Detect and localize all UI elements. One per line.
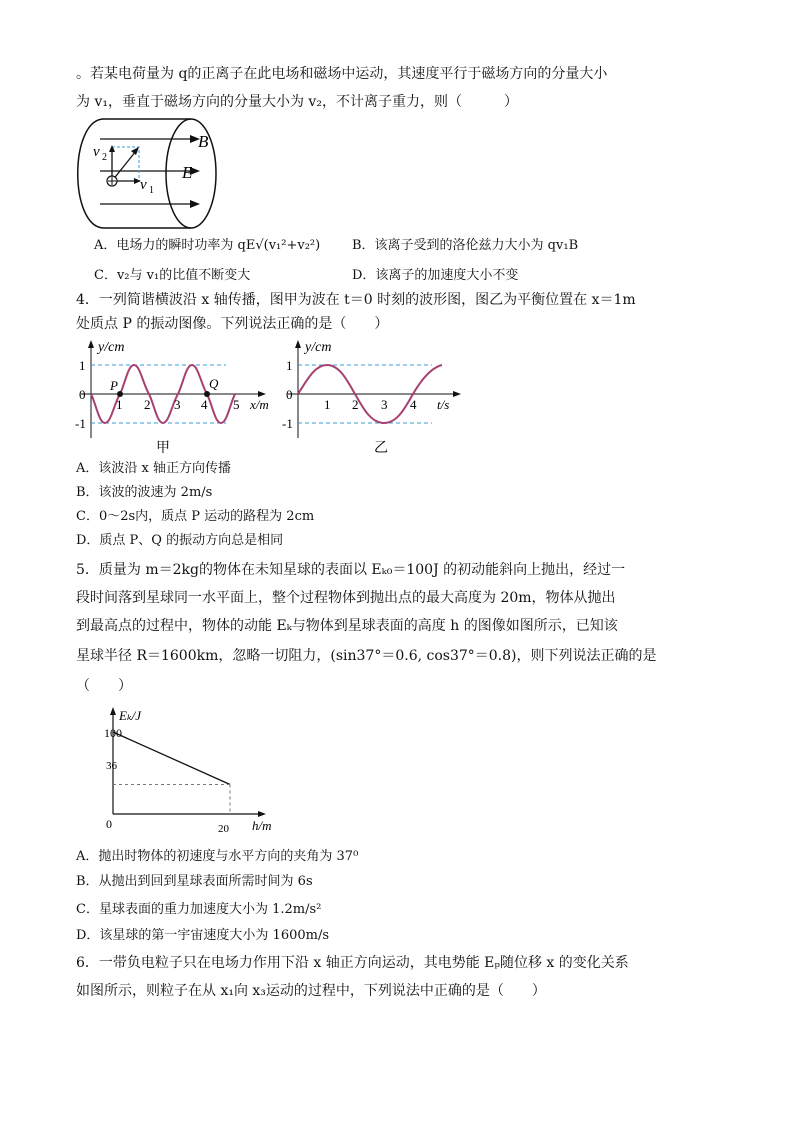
q4-option-a: A．该波沿 x 轴正方向传播 (76, 461, 231, 476)
q4-option-d: D．质点 P、Q 的振动方向总是相同 (76, 533, 284, 548)
q5-text-line-5: （ ） (76, 678, 132, 694)
jia-xtick-3: 3 (174, 397, 181, 412)
jia-xlabel: x/m (250, 397, 269, 412)
yi-caption: 乙 (374, 441, 388, 456)
yi-xlabel: t/s (437, 397, 450, 412)
yi-ylabel: y/cm (305, 340, 332, 355)
jia-ylabel: y/cm (98, 340, 125, 355)
v1-label: v (140, 177, 147, 193)
q5-option-a: A．抛出时物体的初速度与水平方向的夹角为 37⁰ (76, 849, 359, 864)
q4-wave-graph-jia (76, 338, 291, 456)
q3-option-c: C．v₂与 v₁的比值不断变大 (94, 268, 251, 283)
q5-xlabel: h/m (252, 818, 272, 833)
jia-ytick-0: 0 (79, 387, 86, 402)
q5-ylabel: Eₖ/J (119, 708, 142, 723)
jia-xtick-1: 1 (116, 397, 123, 412)
yi-ytick-0: 0 (286, 387, 293, 402)
q5-text-line-1: 5．质量为 m＝2kg的物体在未知星球的表面以 Eₖ₀＝100J 的初动能斜向上抛出，经过一 (76, 562, 626, 578)
q3-option-d: D．该离子的加速度大小不变 (352, 268, 519, 283)
jia-ytick-1: 1 (79, 358, 86, 373)
q4-option-b: B．该波的波速为 2m/s (76, 485, 213, 500)
q5-origin: 0 (106, 817, 112, 831)
jia-ytick-neg1: -1 (75, 416, 86, 431)
q5-ytick-36: 36 (106, 760, 117, 772)
q4-option-c: C．0～2s内，质点 P 运动的路程为 2cm (76, 509, 315, 524)
yi-xtick-2: 2 (352, 397, 359, 412)
q5-text-line-4: 星球半径 R＝1600km，忽略一切阻力，(sin37°＝0.6, cos37°＝0.8)，则下列说法正确的是 (76, 648, 657, 664)
yi-xtick-1: 1 (324, 397, 331, 412)
q5-option-b: B．从抛出到回到星球表面所需时间为 6s (76, 874, 313, 889)
q5-ytick-100: 100 (104, 726, 122, 740)
jia-xtick-5: 5 (233, 397, 240, 412)
v2-subscript: 2 (102, 152, 107, 163)
v2-label: v (93, 144, 100, 160)
q5-option-c: C．星球表面的重力加速度大小为 1.2m/s² (76, 902, 322, 917)
point-Q-label: Q (209, 376, 219, 391)
q6-text-line-2: 如图所示，则粒子在从 x₁向 x₃运动的过程中，下列说法中正确的是（ ） (76, 983, 546, 999)
q3-option-b: B．该离子受到的洛伦兹力大小为 qv₁B (352, 238, 579, 253)
q3-cylinder-figure (76, 114, 226, 234)
q4-vibration-graph-yi (280, 338, 465, 456)
ek-line-mark (113, 732, 230, 784)
jia-caption: 甲 (156, 441, 170, 456)
q4-text-line-2: 处质点 P 的振动图像。下列说法正确的是（ ） (76, 316, 389, 332)
yi-ytick-1: 1 (286, 358, 293, 373)
yi-xtick-3: 3 (381, 397, 388, 412)
v1-subscript: 1 (149, 185, 154, 196)
q5-text-line-2: 段时间落到星球同一水平面上，整个过程物体到抛出点的最大高度为 20m，物体从抛出 (76, 590, 616, 606)
q6-text-line-1: 6．一带负电粒子只在电场力作用下沿 x 轴正方向运动，其电势能 Eₚ随位移 x 的变化关系 (76, 955, 629, 971)
q3-text-line-1: 。若某电荷量为 q的正离子在此电场和磁场中运动，其速度平行于磁场方向的分量大小 (76, 66, 608, 82)
q3-option-a: A．电场力的瞬时功率为 qE√(v₁²+v₂²) (94, 238, 321, 253)
jia-xtick-4: 4 (201, 397, 208, 412)
q5-text-line-3: 到最高点的过程中，物体的动能 Eₖ与物体到星球表面的高度 h 的图像如图所示，已知该 (76, 618, 618, 634)
yi-ytick-neg1: -1 (282, 416, 293, 431)
q3-text-line-2: 为 v₁，垂直于磁场方向的分量大小为 v₂，不计离子重力，则（ ） (76, 94, 518, 110)
point-P-label: P (110, 378, 118, 393)
field-B-label: B (198, 132, 209, 151)
yi-xtick-4: 4 (410, 397, 417, 412)
q5-energy-height-graph (104, 704, 290, 839)
q5-xtick-20: 20 (218, 823, 229, 835)
q5-option-d: D．该星球的第一宇宙速度大小为 1600m/s (76, 928, 330, 943)
jia-xtick-2: 2 (144, 397, 151, 412)
q4-text-line-1: 4．一列简谐横波沿 x 轴传播，图甲为波在 t＝0 时刻的波形图，图乙为平衡位置在 x＝1m (76, 292, 636, 308)
field-E-label: E (182, 163, 193, 182)
